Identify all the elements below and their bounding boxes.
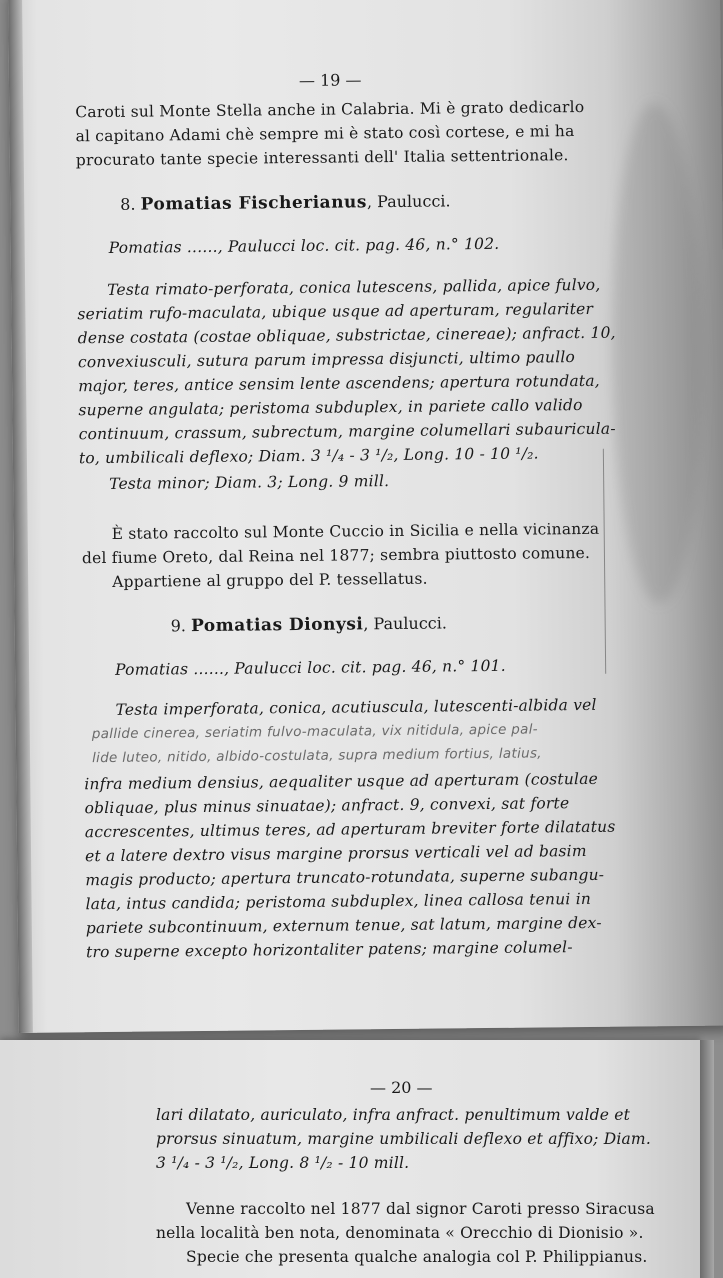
description-line: infra medium densius, aequaliter usque ad aperturam (costulae (84, 769, 599, 794)
description-line: dense costata (costae obliquae, substrictae, cinereae); anfract. 10, (77, 323, 616, 348)
species-name: Pomatias Dionysi (190, 614, 364, 637)
description-line: Testa minor; Diam. 3; Long. 9 mill. (109, 472, 390, 493)
description-line: convexiusculi, sutura parum impressa disjuncti, ultimo paullo (77, 348, 576, 372)
page-20 (0, 1040, 700, 1278)
handwritten-line: lide luteo, nitido, albido-costulata, supra medium fortius, latius, (91, 745, 542, 767)
note-line: Specie che presenta qualche analogia col P. Philippianus. (186, 1248, 648, 1266)
text-line: procurato tante specie interessanti dell' Italia settentrionale. (75, 146, 569, 170)
description-line: 3 ¹/₄ - 3 ¹/₂, Long. 8 ¹/₂ - 10 mill. (156, 1154, 410, 1172)
description-line: lari dilatato, auriculato, infra anfract. penultimum valde et (156, 1106, 631, 1124)
note-line: Venne raccolto nel 1877 dal signor Caroti presso Siracusa (186, 1200, 655, 1218)
note-line: del fiume Oreto, dal Reina nel 1877; sembra piuttosto comune. (81, 543, 591, 568)
page-19 (8, 0, 723, 1033)
species-name: Pomatias Fischerianus (140, 192, 368, 215)
description-line: seriatim rufo-maculata, ubique usque ad aperturam, regulariter (77, 299, 594, 324)
species-9-heading (171, 613, 447, 636)
page-spine-shadow (8, 0, 33, 1033)
description-line: superne angulata; peristoma subduplex, in pariete callo valido (78, 396, 583, 420)
note-line: nella località ben nota, denominata « Orecchio di Dionisio ». (156, 1224, 644, 1242)
description-line: major, teres, antice sensim lente ascendens; apertura rotundata, (78, 371, 600, 396)
description-line: tro superne excepto horizontaliter patens; margine columel- (85, 938, 573, 962)
description-line: to, umbilicali deflexo; Diam. 3 ¹/₄ - 3 ¹/₂, Long. 10 - 10 ¹/₂. (78, 444, 539, 468)
text-line: al capitano Adami chè sempre mi è stato così cortese, e mi ha (75, 122, 575, 146)
species-number: 9. (170, 616, 187, 636)
species-reference: Pomatias ......, Paulucci loc. cit. pag. 46, n.° 102. (108, 234, 500, 257)
species-author: , Paulucci. (366, 191, 451, 212)
text-line: Caroti sul Monte Stella anche in Calabria. Mi è grato dedicarlo (75, 97, 585, 122)
species-author: , Paulucci. (363, 613, 448, 634)
description-line: et a latere dextro visus margine prorsus verticali vel ad basim (84, 841, 587, 866)
species-number: 8. (120, 194, 136, 214)
description-line: accrescentes, ultimus teres, ad aperturam breviter forte dilatatus (84, 817, 616, 842)
description-line: obliquae, plus minus sinuatae); anfract. 9, convexi, sat forte (84, 794, 570, 818)
description-line: lata, intus candida; peristoma subduplex, linea callosa tenui in (85, 889, 592, 914)
description-line: magis producto; apertura truncato-rotundata, superne subangu- (85, 865, 605, 890)
species-reference: Pomatias ......, Paulucci loc. cit. pag. 46, n.° 101. (115, 656, 506, 679)
description-line: continuum, crassum, subrectum, margine columellari subauricula- (78, 419, 616, 444)
handwritten-line: pallide cinerea, seriatim fulvo-maculata, vix nitidula, apice pal- (91, 721, 538, 743)
page-edge-shadow (700, 1040, 714, 1278)
print-smudge (609, 103, 704, 604)
description-line: pariete subcontinuum, externum tenue, sat latum, margine dex- (85, 913, 602, 938)
species-8-heading (120, 191, 451, 214)
page-number: — 19 — (298, 70, 362, 90)
description-line: Testa rimato-perforata, conica lutescens, pallida, apice fulvo, (107, 275, 601, 299)
note-line: Appartiene al gruppo del P. tessellatus. (112, 569, 428, 591)
margin-rule (603, 449, 606, 674)
note-line: È stato raccolto sul Monte Cuccio in Sicilia e nella vicinanza (111, 519, 600, 543)
page-number: — 20 — (370, 1078, 433, 1097)
description-line: prorsus sinuatum, margine umbilicali deflexo et affixo; Diam. (156, 1130, 651, 1148)
description-line: Testa imperforata, conica, acutiuscula, lutescenti-albida vel (115, 695, 597, 719)
